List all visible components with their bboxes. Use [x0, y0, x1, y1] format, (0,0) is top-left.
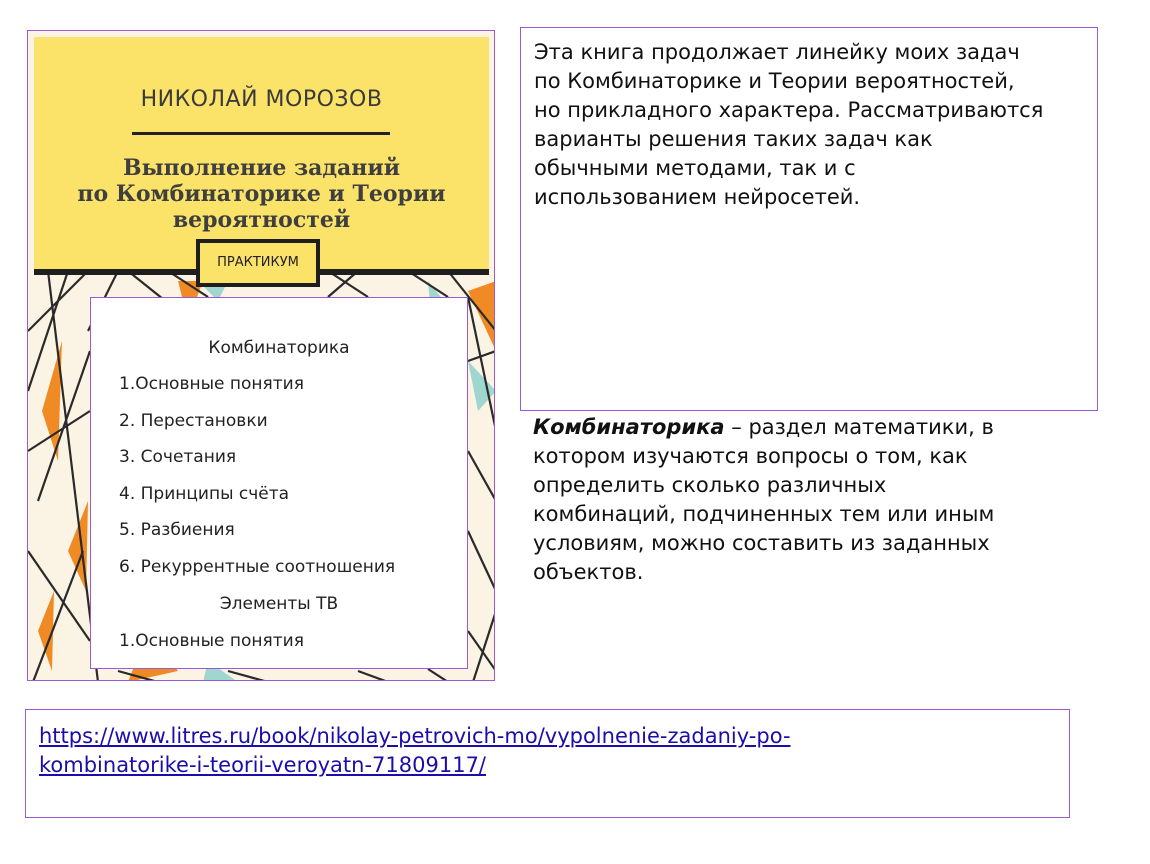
description-box: [520, 27, 1098, 411]
author-divider: [132, 132, 390, 135]
toc-item: 4. Принципы счёта: [119, 484, 290, 504]
book-link-line[interactable]: kombinatorike-i-teorii-veroyatn-71809117/: [39, 753, 486, 777]
toc-heading-combinatorics: Комбинаторика: [208, 338, 350, 358]
book-link-line[interactable]: https://www.litres.ru/book/nikolay-petrovich-mo/vypolnenie-zadaniy-po-: [39, 724, 791, 748]
book-title-line: Выполнение заданий: [122, 155, 401, 181]
definition-text: [533, 413, 1073, 587]
description-line: но прикладного характера. Рассматриваются: [534, 98, 1044, 122]
toc-item: 1.Основные понятия: [119, 374, 304, 394]
definition-line: котором изучаются вопросы о том, как: [533, 444, 968, 468]
toc-item: 1.Основные понятия: [119, 631, 304, 651]
description-text: [534, 38, 1094, 212]
book-link[interactable]: [39, 722, 1039, 780]
description-line: обычными методами, так и с: [534, 156, 856, 180]
definition-line: комбинаций, подчиненных тем или иным: [533, 502, 995, 526]
toc-item: 5. Разбиения: [119, 520, 235, 540]
definition-line: – раздел математики, в: [724, 415, 994, 439]
definition-line: определить сколько различных: [533, 473, 887, 497]
toc-heading-probability: Элементы ТВ: [219, 594, 339, 614]
description-line: использованием нейросетей.: [534, 185, 861, 209]
toc-item: 3. Сочетания: [119, 447, 237, 467]
book-title-line: по Комбинаторике и Теории: [77, 181, 446, 207]
definition-line: объектов.: [533, 560, 644, 584]
author-name: НИКОЛАЙ МОРОЗОВ: [140, 87, 383, 112]
definition-line: условиям, можно составить из заданных: [533, 531, 990, 555]
description-line: по Комбинаторике и Теории вероятностей,: [534, 69, 1015, 93]
table-of-contents: [90, 297, 468, 669]
book-title-line: вероятностей: [172, 207, 351, 233]
description-line: Эта книга продолжает линейку моих задач: [534, 40, 1020, 64]
link-box: [25, 709, 1070, 818]
practicum-badge: ПРАКТИКУМ: [196, 239, 320, 287]
book-title: [44, 155, 479, 233]
definition-term: Комбинаторика: [533, 415, 725, 439]
toc-item: 6. Рекуррентные соотношения: [119, 557, 396, 577]
toc-item: 2. Перестановки: [119, 411, 268, 431]
description-line: варианты решения таких задач как: [534, 127, 933, 151]
book-cover: [27, 30, 495, 681]
